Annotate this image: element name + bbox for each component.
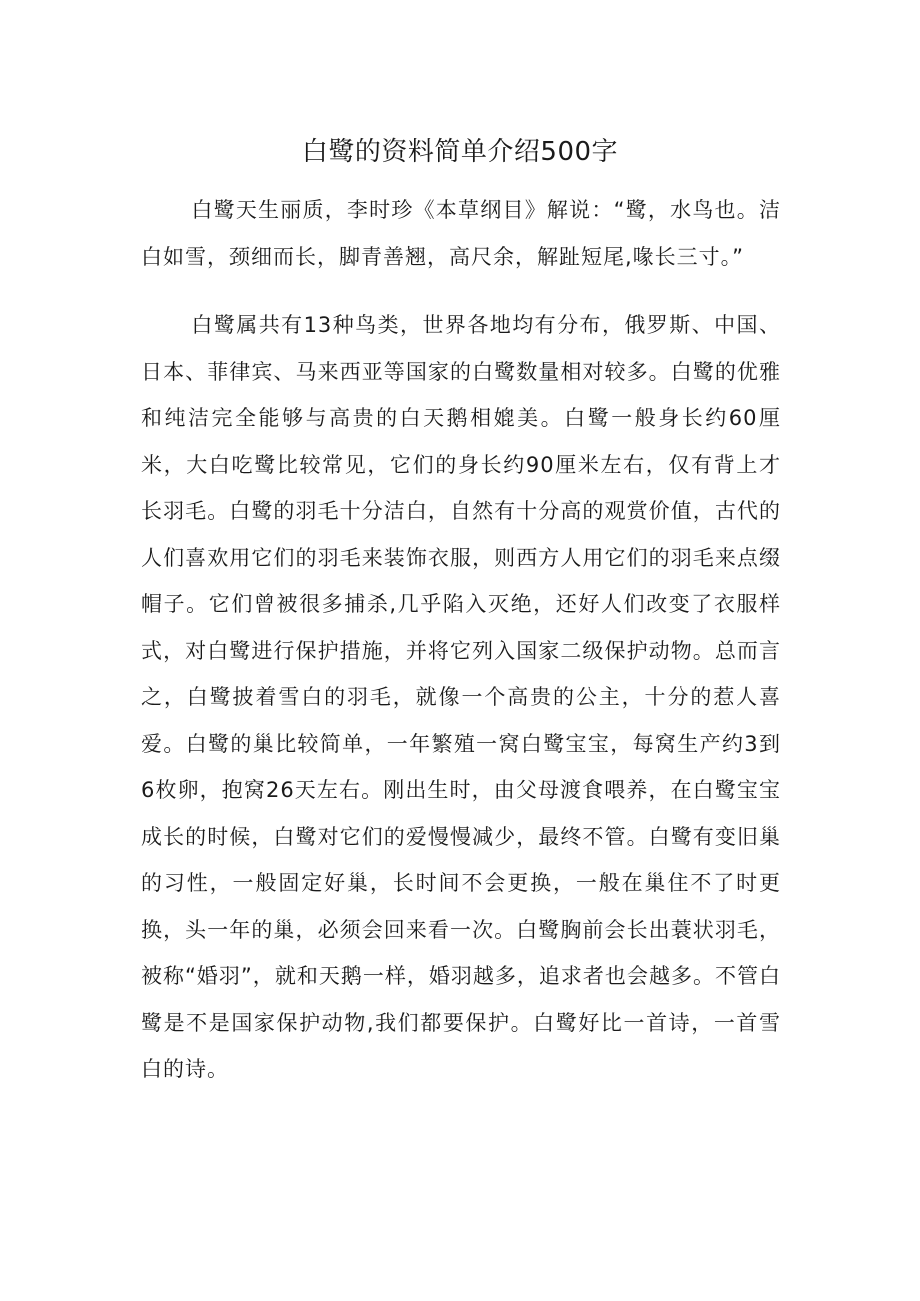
- document-body: [141, 187, 781, 1093]
- document-title: 白鹭的资料简单介绍500字: [301, 137, 619, 167]
- paragraph-main-description: 白鹭属共有13种鸟类，世界各地均有分布，俄罗斯、中国、日本、菲律宾、马来西亚等国家的白鹭数量相对较多。白鹭的优雅和纯洁完全能够与高贵的白天鹅相媲美。白鹭一般身长约60厘米，大白吃鹭比较常见，它们的身长约90厘米左右，仅有背上才长羽毛。白鹭的羽毛十分洁白，自然有十分高的观赏价值，古代的人们喜欢用它们的羽毛来装饰衣服，则西方人用它们的羽毛来点缀帽子。它们曾被很多捕杀,几乎陷入灭绝，还好人们改变了衣服样式，对白鹭进行保护措施，并将它列入国家二级保护动物。总而言之，白鹭披着雪白的羽毛，就像一个高贵的公主，十分的惹人喜爱。白鹭的巢比较简单，一年繁殖一窝白鹭宝宝，每窝生产约3到6枚卵，抱窝26天左右。刚出生时，由父母渡食喂养，在白鹭宝宝成长的时候，白鹭对它们的爱慢慢减少，最终不管。白鹭有变旧巢的习性，一般固定好巢，长时间不会更换，一般在巢住不了时更换，头一年的巢，必须会回来看一次。白鹭胸前会长出蓑状羽毛，被称“婚羽”，就和天鹅一样，婚羽越多，追求者也会越多。不管白鹭是不是国家保护动物,我们都要保护。白鹭好比一首诗，一首雪白的诗。: [141, 313, 781, 1081]
- paragraph-intro-quote: 白鹭天生丽质，李时珍《本草纲目》解说：“鹭，水鸟也。洁白如雪，颈细而长，脚青善翘，高尺余，解趾短尾,喙长三寸。”: [141, 198, 781, 269]
